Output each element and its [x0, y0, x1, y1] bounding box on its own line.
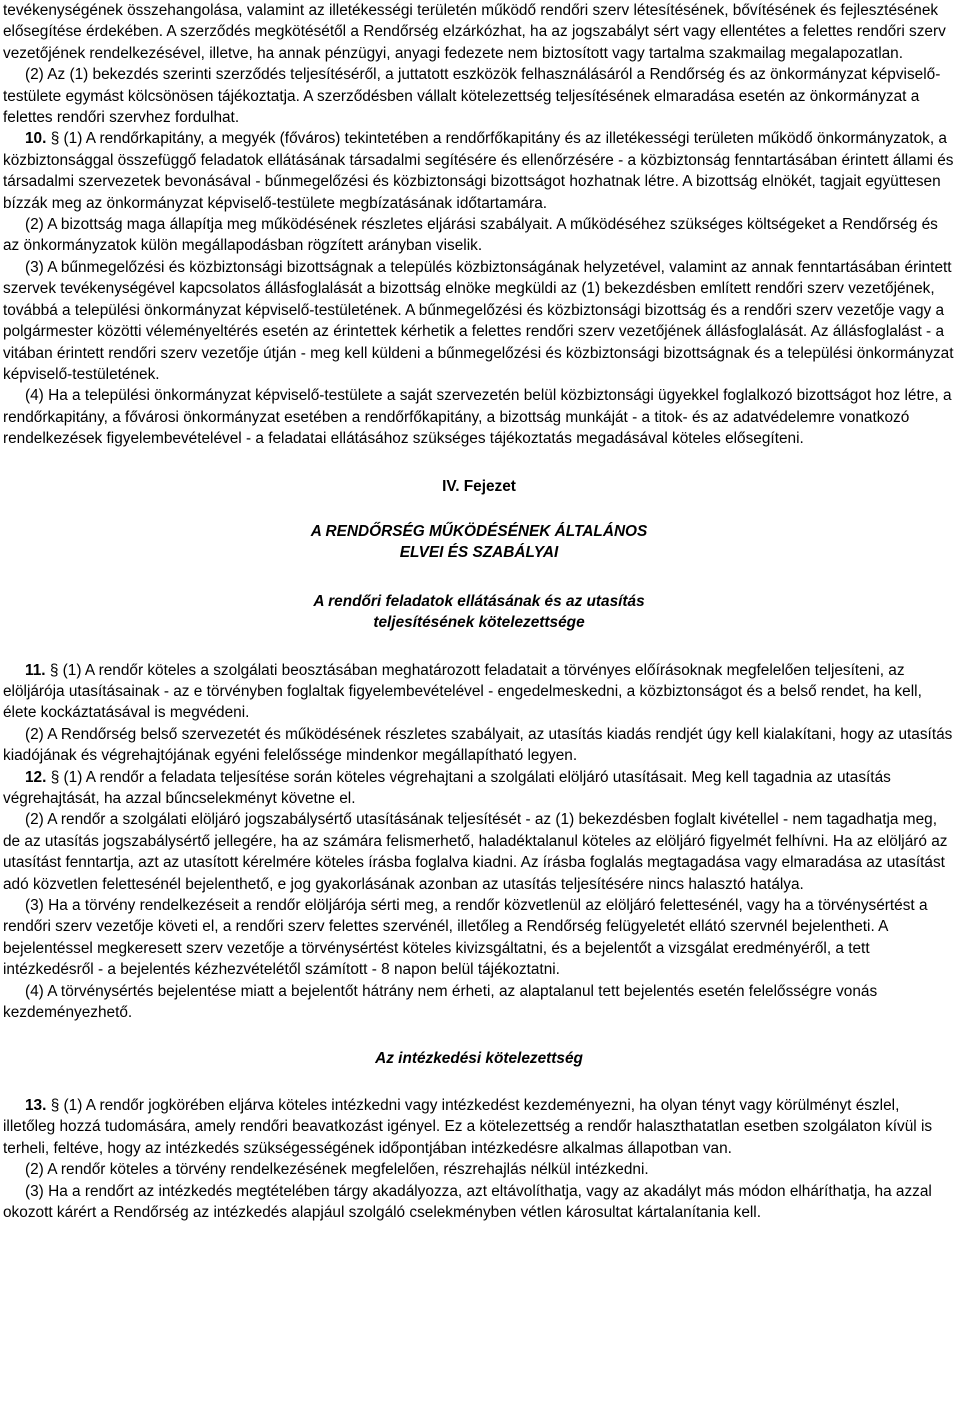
section-10-paragraph-4: (4) Ha a települési önkormányzat képviselő-testülete a saját szervezetén belül közbiztonsági ügyekkel foglalkozó bizottságot hoz létre, a rendőrkapitány, a fővárosi önkormányzat esetében a rendőrfőkapitány, a bizottság munkáját - a titok- és az adatvédelemre vonatkozó rendelkezések figyelembevételével - a feladatai ellátásához szükséges tájékoztatás megadásával köteles elősegíteni.	[3, 387, 952, 448]
section-text: (1) A rendőr a feladata teljesítése során köteles végrehajtani a szolgálati elöljáró utasításait. Meg kell tagadnia az utasítás végrehajtását, ha azzal bűncselekményt követne el.	[3, 768, 891, 807]
section-12-paragraph-1	[3, 767, 955, 810]
chapter-title-line-1: A RENDŐRSÉG MŰKÖDÉSÉNEK ÁLTALÁNOS	[310, 522, 648, 540]
section-11-paragraph-1	[3, 660, 955, 724]
section-text: (1) A rendőr köteles a szolgálati beosztásában meghatározott feladatait a törvényes előírásoknak megfelelően teljesíteni, az elöljárója utasításainak - az e törvényben foglaltak figyelembevételével - engedelmeskedni, a közbiztonságot és a belső rendet, ha kell, élete kockáztatásával is megvédeni.	[3, 661, 922, 722]
section-12-paragraph-2: (2) A rendőr a szolgálati elöljáró jogszabálysértő utasításának teljesítését - az (1) bekezdésben foglalt kivétellel - nem tagadhatja meg, de az utasítás jogszabálysértő jellegére, ha az számára felismerhető, haladéktalanul köteles az elöljáró figyelmét felhívni. Ha az elöljáró az utasítást fenntartja, azt az utasított kérelmére köteles írásba foglalva kiadni. Az írásba foglalás megtagadása vagy elmaradása az utasítást adó közvetlen felettesénél bejelenthető, e jog gyakorlásának azonban az utasítás teljesítésére nincs halasztó hatálya.	[3, 811, 948, 893]
chapter-title-line-2: ELVEI ÉS SZABÁLYAI	[399, 544, 559, 562]
section-sign: §	[50, 1096, 60, 1114]
section-12-paragraph-4: (4) A törvénysértés bejelentése miatt a bejelentőt hátrány nem érheti, az alaptalanul tett bejelentés esetén felelősségre vonás kezdeményezhető.	[3, 982, 878, 1022]
chapter-title	[3, 521, 955, 564]
subchapter-title	[3, 591, 955, 634]
section-number: 10.	[25, 130, 47, 148]
paragraph-9-2: (2) Az (1) bekezdés szerinti szerződés teljesítéséről, a juttatott eszközök felhasználásáról a Rendőrség és az önkormányzat képviselő-testülete egymást kölcsönösen tájékoztatja. A szerződésben vállalt kötelezettség teljesítésének elmaradása esetén az önkormányzat a felettes rendőri szervhez fordulhat.	[3, 66, 941, 127]
section-13-paragraph-1	[3, 1095, 955, 1159]
section-number: 11.	[25, 661, 46, 679]
section-11-paragraph-2: (2) A Rendőrség belső szervezetét és működésének részletes szabályait, az utasítás kiadás rendjét úgy kell kialakítani, hogy az utasítás kiadójának és végrehajtójának egyéni felelőssége mindenkor megállapítható legyen.	[3, 725, 953, 765]
document-page	[3, 0, 955, 1223]
subchapter-title-line-1: A rendőri feladatok ellátásának és az utasítás	[313, 592, 645, 610]
section-number: 12.	[25, 768, 47, 786]
section-text: (1) A rendőr jogkörében eljárva köteles intézkedni vagy intézkedést kezdeményezni, ha olyan tényt vagy körülményt észlel, illetőleg hozzá tudomására, amely rendőri beavatkozást igényel. Ez a kötelezettség a rendőr halaszthatatlan esetben szolgálaton kívül is terheli, feltéve, hogy az intézkedés szükségességének időpontjában intézkedésre alkalmas állapotban van.	[3, 1096, 933, 1157]
section-13-paragraph-2: (2) A rendőr köteles a törvény rendelkezésének megfelelően, részrehajlás nélkül intézkedni.	[25, 1161, 649, 1179]
section-12-paragraph-3: (3) Ha a törvény rendelkezéseit a rendőr elöljárója sérti meg, a rendőr közvetlenül az elöljáró felettesénél, vagy ha a törvénysértést a rendőri szerv vezetője követi el, a rendőri szerv felettes szervénél, illetőleg a Rendőrség felügyeletét ellátó szervnél bejelentheti. A bejelentéssel megkeresett szerv vezetője a törvénysértést köteles kivizsgáltatni, és a bejelentőt a vizsgálat eredményéről, a tett intézkedésről - a bejelentés kézhezvételétől számított - 8 napon belül tájékoztatni.	[3, 897, 928, 979]
section-10-paragraph-3: (3) A bűnmegelőzési és közbiztonsági bizottságnak a település közbiztonságának helyzetével, valamint az annak fenntartásában érintett szervek tevékenységével kapcsolatos állásfoglalását a bizottság elnöke megküldi az (1) bekezdésben említett rendőri szerv vezetőjének, továbbá a települési önkormányzat képviselő-testületének. A bűnmegelőzési és közbiztonsági bizottság és a rendőri szerv vezetője vagy a polgármester közötti véleményeltérés esetén az érintettek kérhetik a felettes rendőri szerv vezetőjének állásfoglalását. Az állásfoglalást - a vitában érintett rendőri szerv vezetője útján - meg kell küldeni a bűnmegelőzési és közbiztonsági bizottságnak és a települési önkormányzat képviselő-testületének.	[3, 258, 954, 383]
section-10-paragraph-2: (2) A bizottság maga állapítja meg működésének részletes eljárási szabályait. A működéséhez szükséges költségeket a Rendőrség és az önkormányzatok külön megállapodásban rögzített arányban viselik.	[3, 216, 938, 255]
section-sign: §	[50, 768, 60, 786]
subchapter-title-line-2: teljesítésének kötelezettsége	[373, 614, 585, 632]
section-sign: §	[50, 130, 60, 148]
section-text: (1) A rendőrkapitány, a megyék (főváros) tekintetében a rendőrfőkapitány és az illetékességi területen működő önkormányzatok, a közbiztonsággal összefüggő feladatok ellátásának társadalmi segítésére és ellenőrzésére - a közbiztonság fenntartásában érintett állami és társadalmi szervezetek bevonásával - bűnmegelőzési és közbiztonsági bizottságot hozhatnak létre. A bizottság elnökét, tagjait együttesen bízzák meg az önkormányzat képviselő-testülete megbízatásának időtartamára.	[3, 130, 954, 212]
section-13-paragraph-3: (3) Ha a rendőrt az intézkedés megtételében tárgy akadályozza, azt eltávolíthatja, vagy az akadályt más módon elháríthatja, ha azzal okozott kárért a Rendőrség az intézkedés alapjául szolgáló cselekményben vétlen károsultat kártalanítania kell.	[3, 1182, 932, 1221]
section-10-paragraph-1	[3, 128, 955, 214]
section-number: 13.	[25, 1096, 47, 1114]
section-title: Az intézkedési kötelezettség	[375, 1050, 583, 1068]
section-sign: §	[49, 661, 59, 679]
paragraph-continuation: tevékenységének összehangolása, valamint az illetékességi területén működő rendőri szerv létesítésének, bővítésének és fejlesztésének elősegítése érdekében. A szerződés megkötésétől a Rendőrség elzárkózhat, ha az jogszabályt sért vagy ellentétes a felettes rendőri szerv vezetőjének rendelkezésével, illetve, ha annak pénzügyi, anyagi fedezete nem biztosított vagy tartalma szakmailag megalapozatlan.	[3, 2, 946, 62]
chapter-heading: IV. Fejezet	[442, 477, 516, 495]
